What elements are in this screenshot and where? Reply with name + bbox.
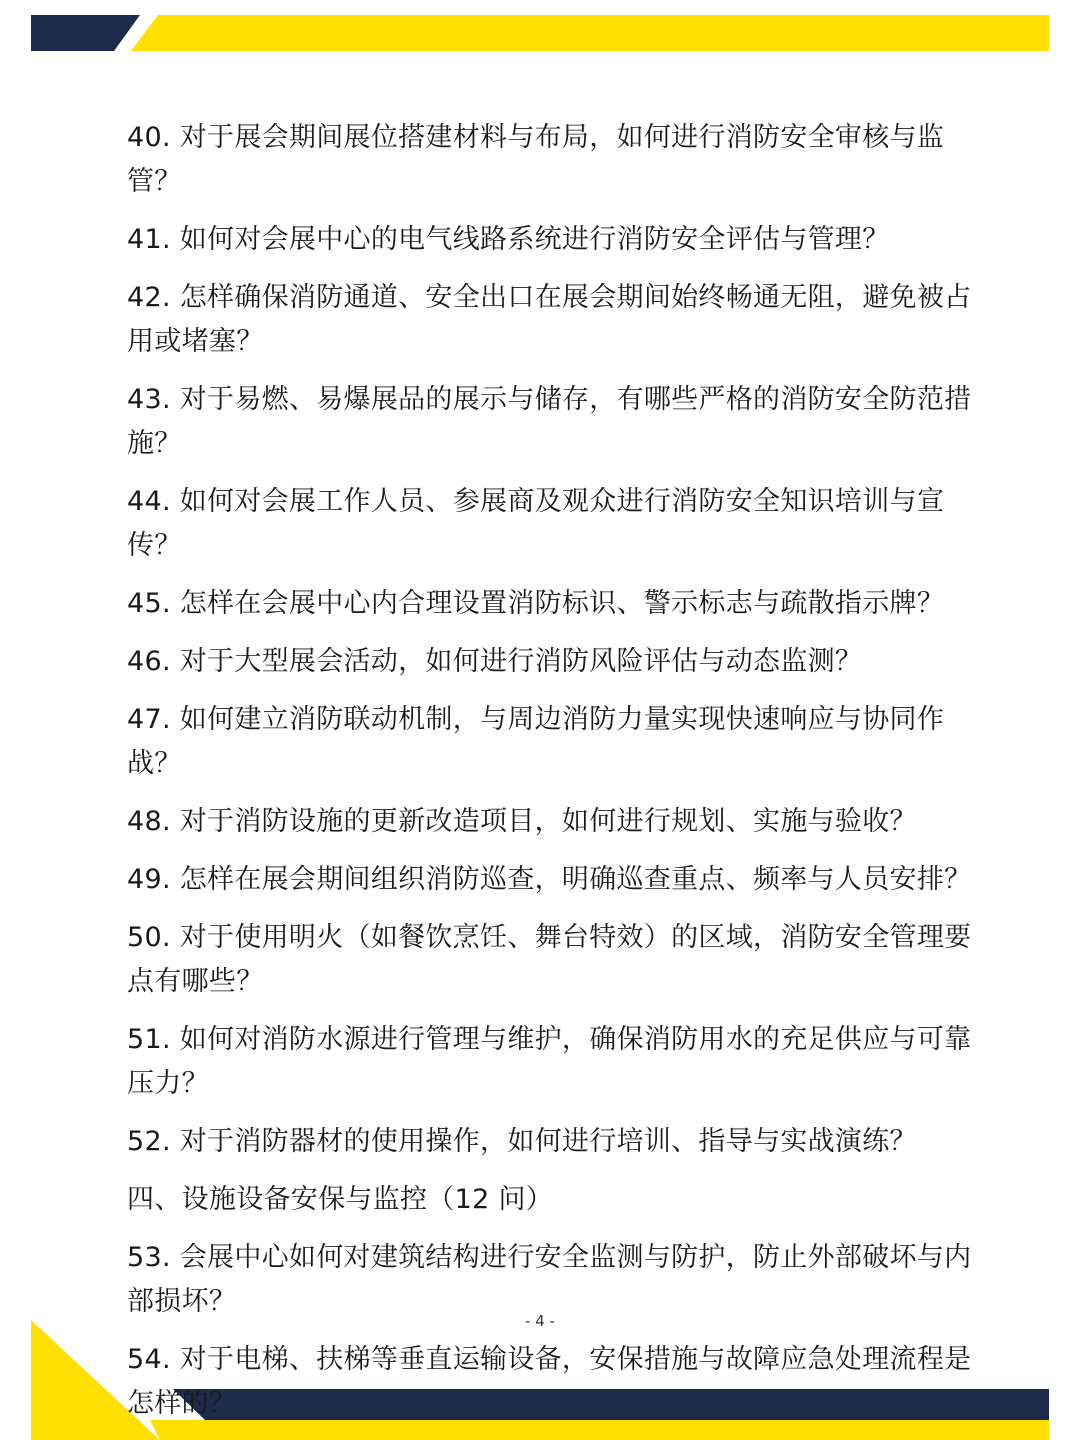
top-navy-bar [31, 15, 140, 51]
top-yellow-bar [131, 15, 1049, 51]
list-item: 41. 如何对会展中心的电气线路系统进行消防安全评估与管理？ [127, 224, 890, 255]
list-item: 54. 对于电梯、扶梯等垂直运输设备，安保措施与故障应急处理流程是怎样的？ [127, 1344, 972, 1419]
list-item: 44. 如何对会展工作人员、参展商及观众进行消防安全知识培训与宣传？ [127, 486, 945, 561]
list-item: 48. 对于消防设施的更新改造项目，如何进行规划、实施与验收？ [127, 806, 917, 837]
question-list [127, 116, 997, 1440]
list-item: 42. 怎样确保消防通道、安全出口在展会期间始终畅通无阻，避免被占用或堵塞？ [127, 282, 972, 357]
list-item: 51. 如何对消防水源进行管理与维护，确保消防用水的充足供应与可靠压力？ [127, 1024, 972, 1099]
list-item: 53. 会展中心如何对建筑结构进行安全监测与防护，防止外部破坏与内部损坏？ [127, 1242, 972, 1317]
list-item: 46. 对于大型展会活动，如何进行消防风险评估与动态监测？ [127, 646, 863, 677]
list-item: 50. 对于使用明火（如餐饮烹饪、舞台特效）的区域，消防安全管理要点有哪些？ [127, 922, 972, 997]
list-item: 43. 对于易燃、易爆展品的展示与储存，有哪些严格的消防安全防范措施？ [127, 384, 972, 459]
list-item: 45. 怎样在会展中心内合理设置消防标识、警示标志与疏散指示牌？ [127, 588, 945, 619]
list-item: 49. 怎样在展会期间组织消防巡查，明确巡查重点、频率与人员安排？ [127, 864, 972, 895]
list-item: 52. 对于消防器材的使用操作，如何进行培训、指导与实战演练？ [127, 1126, 917, 1157]
page-number: - 4 - [525, 1312, 555, 1330]
section-heading: 四、设施设备安保与监控（12 问） [127, 1184, 554, 1215]
list-item: 47. 如何建立消防联动机制，与周边消防力量实现快速响应与协同作战？ [127, 704, 945, 779]
list-item: 40. 对于展会期间展位搭建材料与布局，如何进行消防安全审核与监管？ [127, 122, 945, 197]
